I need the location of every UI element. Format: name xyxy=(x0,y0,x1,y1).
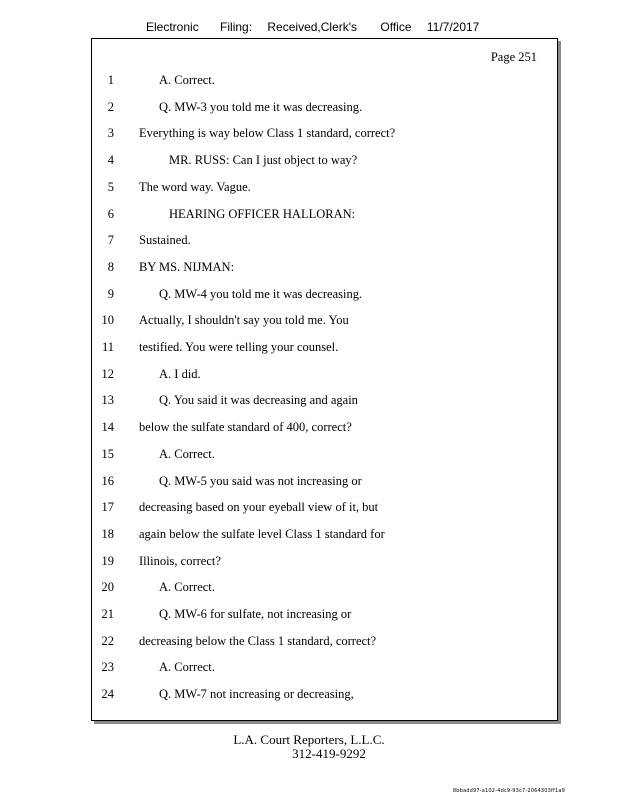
line-number: 24 xyxy=(101,687,114,701)
page-number: Page 251 xyxy=(490,50,537,64)
transcript-line: Q. MW-3 you told me it was decreasing. xyxy=(159,100,363,114)
page-footer xyxy=(0,733,618,761)
transcript-line: decreasing based on your eyeball view of it, but xyxy=(139,500,379,514)
transcript-line: below the sulfate standard of 400, correct? xyxy=(139,420,352,434)
line-number: 10 xyxy=(101,313,114,327)
line-number: 9 xyxy=(107,287,114,301)
transcript-line: decreasing below the Class 1 standard, correct? xyxy=(139,634,377,648)
filing-word-filing: Filing: xyxy=(220,20,253,34)
line-number: 4 xyxy=(107,153,114,167)
transcript-line: A. Correct. xyxy=(159,447,215,461)
court-reporter-phone: 312-419-9292 xyxy=(292,746,366,761)
transcript-line: MR. RUSS: Can I just object to way? xyxy=(169,153,358,167)
line-number: 3 xyxy=(107,126,114,140)
line-number: 22 xyxy=(101,634,114,648)
transcript-line: Q. MW-4 you told me it was decreasing. xyxy=(159,287,363,301)
line-number: 19 xyxy=(101,554,114,568)
line-number: 6 xyxy=(107,207,114,221)
transcript-line: again below the sulfate level Class 1 standard for xyxy=(139,527,385,541)
transcript-line: The word way. Vague. xyxy=(139,180,251,194)
transcript-line: A. Correct. xyxy=(159,580,215,594)
line-number: 15 xyxy=(101,447,114,461)
transcript-line: Actually, I shouldn't say you told me. You xyxy=(139,313,349,327)
transcript-line: A. Correct. xyxy=(159,660,215,674)
line-number: 21 xyxy=(101,607,114,621)
filing-word-received-clerks: Received,Clerk's xyxy=(267,20,358,34)
line-number: 7 xyxy=(107,233,114,247)
transcript-line: A. I did. xyxy=(159,367,201,381)
transcript-line: HEARING OFFICER HALLORAN: xyxy=(169,207,356,221)
line-number: 8 xyxy=(107,260,114,274)
document-hash: 8bbadd97-a102-4dc9-93c7-2064303ff1a9 xyxy=(452,788,565,794)
transcript-line: Q. MW-6 for sulfate, not increasing or xyxy=(159,607,352,621)
transcript-line: testified. You were telling your counsel. xyxy=(139,340,339,354)
line-number: 23 xyxy=(101,660,114,674)
line-number: 14 xyxy=(101,420,114,434)
line-number: 5 xyxy=(107,180,114,194)
court-reporter-name: L.A. Court Reporters, L.L.C. xyxy=(233,732,385,747)
transcript-line: Everything is way below Class 1 standard, correct? xyxy=(139,126,396,140)
transcript-line: Illinois, correct? xyxy=(139,554,221,568)
transcript-line: Q. MW-7 not increasing or decreasing, xyxy=(159,687,354,701)
transcript-line: A. Correct. xyxy=(159,73,215,87)
line-number: 17 xyxy=(101,500,114,514)
filing-word-electronic: Electronic xyxy=(146,20,199,34)
line-number: 11 xyxy=(101,340,114,354)
transcript-line: BY MS. NIJMAN: xyxy=(139,260,235,274)
line-number: 20 xyxy=(101,580,114,594)
line-number: 18 xyxy=(101,527,114,541)
line-number: 1 xyxy=(107,73,114,87)
filing-word-office: Office xyxy=(380,20,412,34)
filing-date: 11/7/2017 xyxy=(426,20,480,34)
transcript-line: Q. MW-5 you said was not increasing or xyxy=(159,474,362,488)
electronic-filing-header xyxy=(146,20,479,34)
transcript-page xyxy=(91,38,558,721)
line-number: 13 xyxy=(101,393,114,407)
line-number: 2 xyxy=(107,100,114,114)
line-number: 16 xyxy=(101,474,114,488)
transcript-line: Q. You said it was decreasing and again xyxy=(159,393,358,407)
transcript-line: Sustained. xyxy=(139,233,191,247)
line-number: 12 xyxy=(101,367,114,381)
